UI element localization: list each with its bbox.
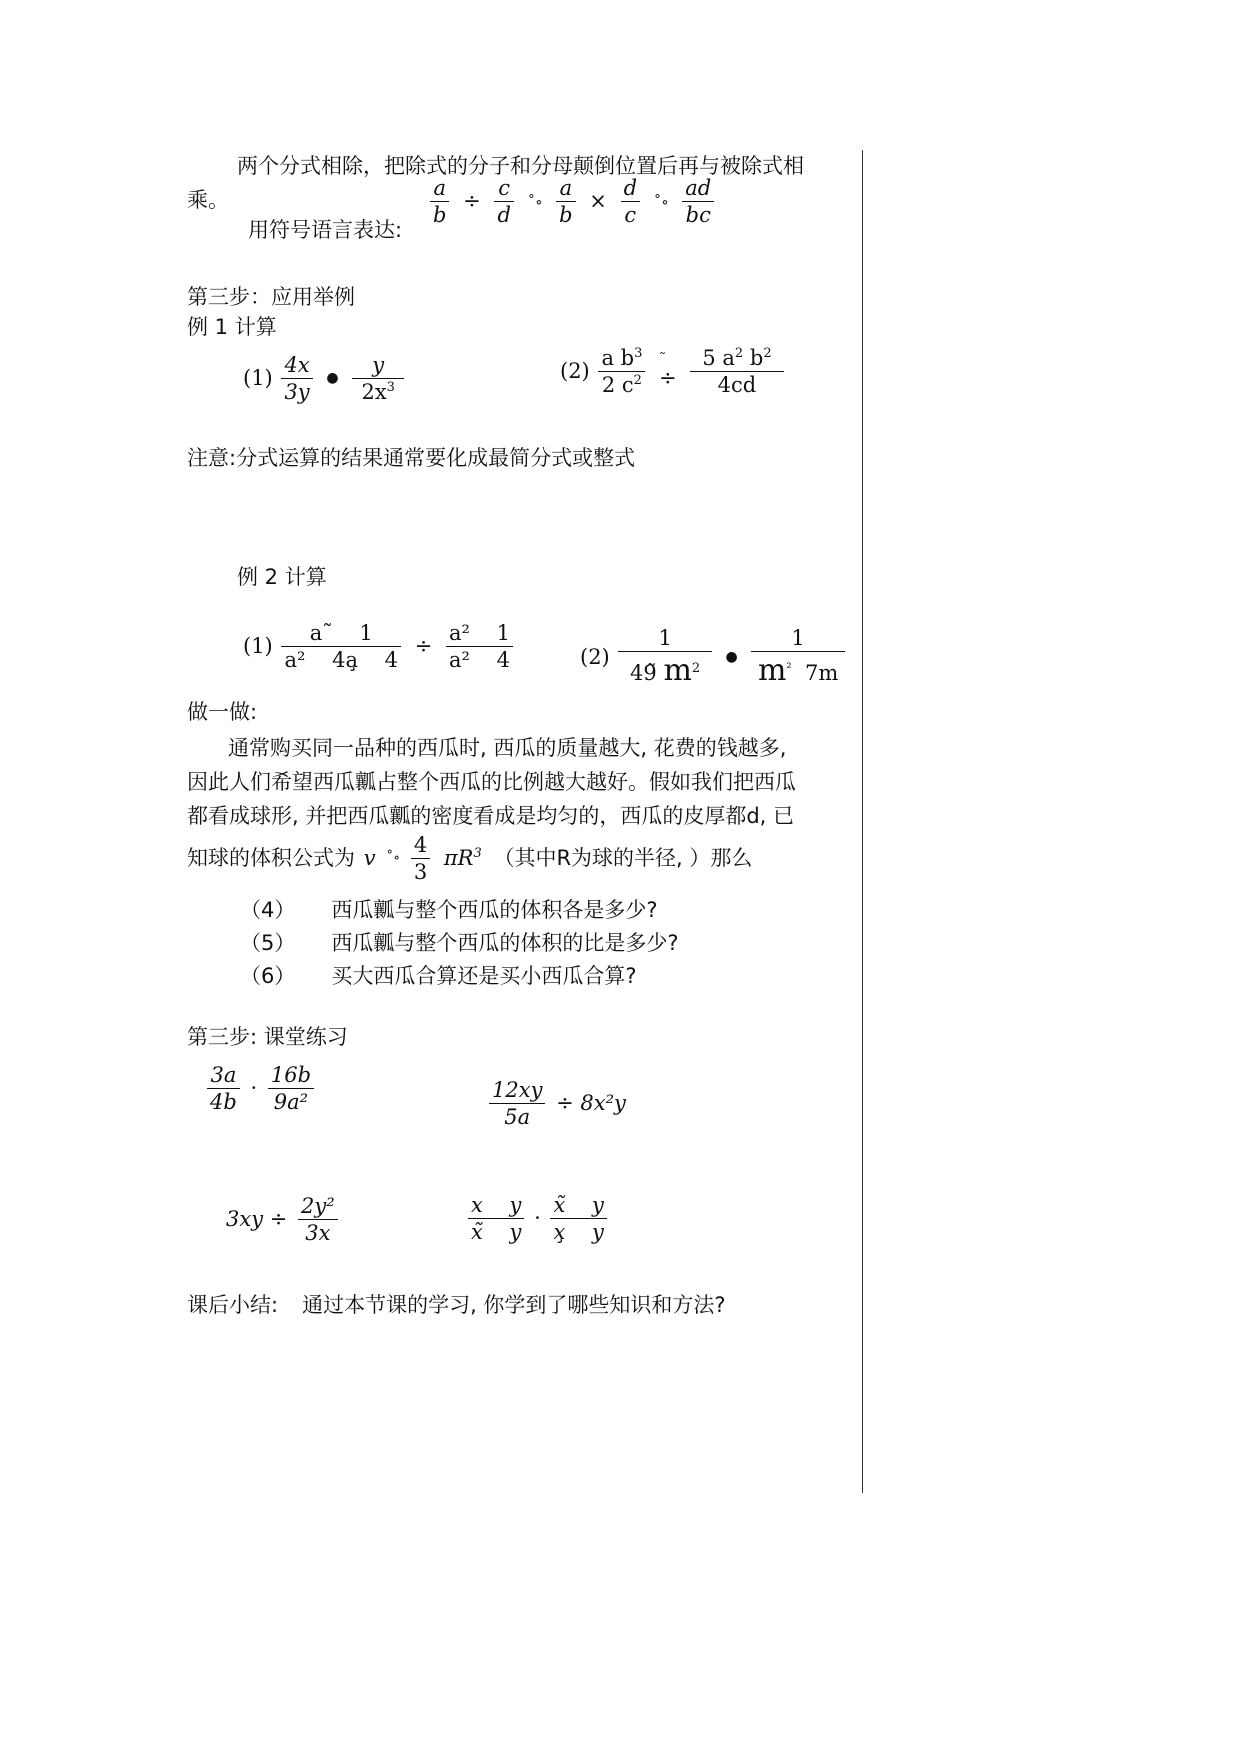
section-title-step3: 第三步：应用举例 xyxy=(187,285,355,309)
try-paragraph-line: 都看成球形, 并把西瓜瓤的密度看成是均匀的，西瓜的皮厚都d, 已 xyxy=(187,804,795,828)
practice-exercise-4: $\frac{\text{x y}}{x̃ y}$ · $\frac{x̃ y}{x̧ y}$ xyxy=(466,1192,609,1246)
symbol-label: 用符号语言表达: xyxy=(248,218,403,242)
fraction: $\frac{a}{b}$ xyxy=(556,175,575,229)
fraction: $\frac{a}{b}$ xyxy=(430,175,449,229)
note-text: 注意:分式运算的结果通常要化成最简分式或整式 xyxy=(187,446,636,470)
example1-problem1: (1) $\frac{4x}{3y}$ ● $\frac{y}{2x^3}$ xyxy=(243,352,406,406)
try-title: 做一做: xyxy=(187,700,258,724)
fraction: $\frac{c}{d}$ xyxy=(494,175,513,229)
example2-problem1: (1) $\frac{a˜ 1}{\text{a² 4a̧ 4}}$ ÷ $\frac{\text{a² 1}}{\text{a² 4}}$ xyxy=(243,620,515,674)
volume-formula-line: 知球的体积公式为 v ˚∘ $\frac{4}{3}$ $\pi R^3$ （其中R为球的半径, ）那么 xyxy=(187,833,753,885)
intro-line-1: 两个分式相除，把除式的分子和分母颠倒位置后再与被除式相 xyxy=(237,154,804,178)
try-paragraph-line: 通常购买同一品种的西瓜时, 西瓜的质量越大, 花费的钱越多, xyxy=(228,736,787,760)
summary-line xyxy=(187,1293,726,1318)
example2-problem2: (2) $\frac{1}{49̃ m^2}$ ● $\frac{1}{m^{^2} 7m}$ xyxy=(580,625,847,690)
summary-label: 课后小结: xyxy=(187,1293,279,1317)
summary-text: 通过本节课的学习, 你学到了哪些知识和方法? xyxy=(302,1293,726,1317)
question-item: （5） 西瓜瓤与整个西瓜的体积的比是多少? xyxy=(240,931,679,955)
intro-line-2: 乘。 xyxy=(187,188,229,212)
vertical-rule xyxy=(862,150,863,1493)
example1-problem2: (2) $\frac{a b^3}{2 c^2}$ ˜ ÷ $\frac{5 a^2 b^2}{4cd}$ xyxy=(560,345,786,399)
example2-title: 例 2 计算 xyxy=(237,565,327,589)
practice-exercise-3: 3xy ÷ $\frac{\text{2y²}}{3x}$ xyxy=(224,1193,340,1247)
practice-exercise-2: $\frac{12xy}{5a}$ ÷ 8x²y xyxy=(487,1077,628,1131)
question-item: （6） 买大西瓜合算还是买小西瓜合算? xyxy=(240,964,637,988)
division-rule-formula: $\frac{a}{b}$ ÷ $\frac{c}{d}$ ˚∘ $\frac{a}{b}$ × $\frac{d}{c}$ ˚∘ $\frac{ad}{bc}$ xyxy=(428,175,716,229)
example1-title: 例 1 计算 xyxy=(187,315,277,339)
section-title-practice: 第三步: 课堂练习 xyxy=(187,1025,348,1049)
question-item: （4） 西瓜瓤与整个西瓜的体积各是多少? xyxy=(240,898,658,922)
practice-exercise-1: $\frac{3a}{4b}$ · $\frac{16b}{\text{9a²}}$ xyxy=(205,1062,316,1116)
fraction: $\frac{ad}{bc}$ xyxy=(682,175,714,229)
try-paragraph-line: 因此人们希望西瓜瓤占整个西瓜的比例越大越好。假如我们把西瓜 xyxy=(187,770,796,794)
fraction: $\frac{d}{c}$ xyxy=(621,175,640,229)
